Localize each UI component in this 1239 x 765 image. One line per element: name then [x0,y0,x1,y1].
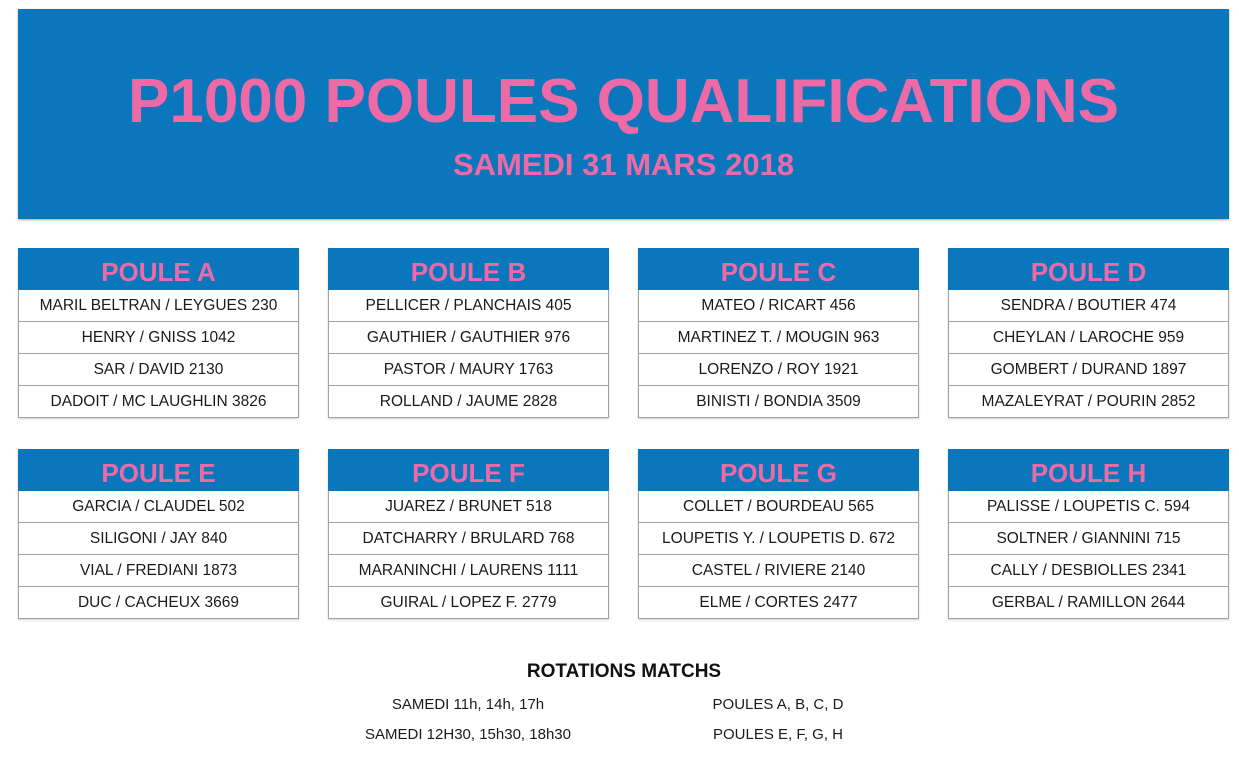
team-row: BINISTI / BONDIA 3509 [638,386,919,418]
pool-a [18,248,299,418]
pool-d [948,248,1229,418]
team-row: ELME / CORTES 2477 [638,587,919,619]
team-row: GAUTHIER / GAUTHIER 976 [328,322,609,354]
pool-b [328,248,609,418]
team-row: CALLY / DESBIOLLES 2341 [948,555,1229,587]
pool-header: POULE E [18,449,299,491]
team-row: HENRY / GNISS 1042 [18,322,299,354]
pool-header: POULE G [638,449,919,491]
pool-e [18,449,299,619]
team-row: SAR / DAVID 2130 [18,354,299,386]
rotation-time: SAMEDI 11h, 14h, 17h [391,696,545,713]
pool-header: POULE D [948,248,1229,290]
team-row: PELLICER / PLANCHAIS 405 [328,290,609,322]
team-row: GARCIA / CLAUDEL 502 [18,491,299,523]
pool-h [948,449,1229,619]
event-date: SAMEDI 31 MARS 2018 [452,147,795,182]
pool-header: POULE C [638,248,919,290]
team-row: DATCHARRY / BRULARD 768 [328,523,609,555]
team-row: GUIRAL / LOPEZ F. 2779 [328,587,609,619]
team-row: MATEO / RICART 456 [638,290,919,322]
pool-header: POULE F [328,449,609,491]
team-row: MARANINCHI / LAURENS 1111 [328,555,609,587]
team-row: GERBAL / RAMILLON 2644 [948,587,1229,619]
team-row: DUC / CACHEUX 3669 [18,587,299,619]
team-row: SENDRA / BOUTIER 474 [948,290,1229,322]
pool-g [638,449,919,619]
team-row: ROLLAND / JAUME 2828 [328,386,609,418]
team-row: VIAL / FREDIANI 1873 [18,555,299,587]
pool-f [328,449,609,619]
team-row: GOMBERT / DURAND 1897 [948,354,1229,386]
pool-header: POULE A [18,248,299,290]
team-row: LORENZO / ROY 1921 [638,354,919,386]
team-row: LOUPETIS Y. / LOUPETIS D. 672 [638,523,919,555]
team-row: MARIL BELTRAN / LEYGUES 230 [18,290,299,322]
team-row: PALISSE / LOUPETIS C. 594 [948,491,1229,523]
pool-c [638,248,919,418]
rotations-title: ROTATIONS MATCHS [526,661,722,682]
rotation-pools: POULES E, F, G, H [712,726,844,743]
team-row: DADOIT / MC LAUGHLIN 3826 [18,386,299,418]
team-row: MAZALEYRAT / POURIN 2852 [948,386,1229,418]
rotation-time: SAMEDI 12H30, 15h30, 18h30 [365,726,571,743]
pool-header: POULE B [328,248,609,290]
team-row: COLLET / BOURDEAU 565 [638,491,919,523]
team-row: SILIGONI / JAY 840 [18,523,299,555]
rotation-pools: POULES A, B, C, D [712,696,844,713]
team-row: CHEYLAN / LAROCHE 959 [948,322,1229,354]
team-row: SOLTNER / GIANNINI 715 [948,523,1229,555]
pool-header: POULE H [948,449,1229,491]
team-row: MARTINEZ T. / MOUGIN 963 [638,322,919,354]
team-row: PASTOR / MAURY 1763 [328,354,609,386]
title-banner [18,9,1229,219]
page-title: P1000 POULES QUALIFICATIONS [127,67,1120,136]
team-row: CASTEL / RIVIERE 2140 [638,555,919,587]
team-row: JUAREZ / BRUNET 518 [328,491,609,523]
